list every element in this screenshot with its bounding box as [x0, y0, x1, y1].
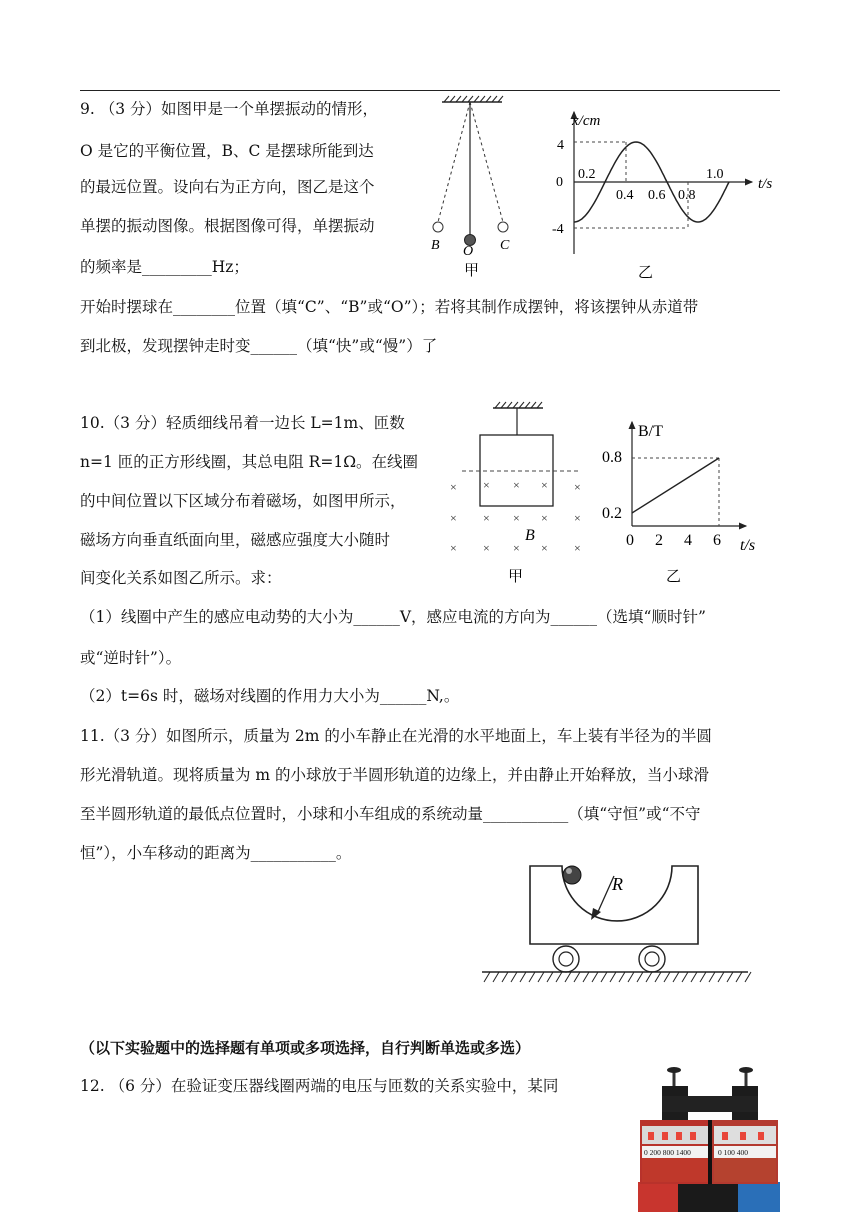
svg-text:×: ×: [574, 480, 581, 494]
q10-line-1: 10.（3 分）轻质细线吊着一边长 L=1m、匝数: [80, 414, 405, 432]
q10-line-2: n=1 匝的正方形线圈，其总电阻 R=1Ω。在线圈: [80, 453, 419, 471]
q9-line-6: 开始时摆球在________位置（填“C”、“B”或“O”）；若将其制作成摆钟，将该摆钟从赤道带: [80, 298, 699, 316]
q10-line-8: （2）t=6s 时，磁场对线圈的作用力大小为______N,。: [80, 687, 460, 705]
q12-line-1: 12. （6 分）在验证变压器线圈两端的电压与匝数的关系实验中，某同: [80, 1077, 559, 1095]
q9-line-1: 9. （3 分）如图甲是一个单摆振动的情形，: [80, 100, 379, 118]
pendulum-label-b: B: [431, 238, 440, 253]
svg-text:×: ×: [541, 541, 548, 555]
q11-line-3: 至半圆形轨道的最低点位置时，小球和小车组成的系统动量___________（填“守恒”或“不守: [80, 805, 701, 823]
svg-text:×: ×: [574, 511, 581, 525]
radius-label: R: [612, 874, 623, 894]
graph10-ytick-0.8: 0.8: [602, 449, 622, 466]
svg-text:×: ×: [541, 478, 548, 492]
graph9-ytick-4: 4: [557, 138, 564, 153]
graph9-xtick-0.8: 0.8: [678, 188, 696, 203]
graph10-xtick-2: 2: [655, 532, 663, 549]
svg-text:×: ×: [450, 541, 457, 555]
graph10-caption: 乙: [666, 569, 682, 585]
svg-text:×: ×: [513, 511, 520, 525]
bt-graph: [596, 414, 776, 586]
svg-text:×: ×: [450, 480, 457, 494]
graph10-ylabel: B/T: [638, 423, 663, 440]
q10-line-6: （1）线圈中产生的感应电动势的大小为______V，感应电流的方向为______（选填“顺时针”: [80, 608, 706, 626]
section-note: （以下实验题中的选择题有单项或多项选择，自行判断单选或多选）: [80, 1039, 531, 1057]
q9-line-5: 的频率是_________Hz；: [80, 258, 249, 276]
q11-line-4: 恒”），小车移动的距离为___________。: [80, 844, 352, 862]
graph9-xtick-0.6: 0.6: [648, 188, 666, 203]
graph9-xtick-0.2: 0.2: [578, 167, 596, 182]
graph9-xtick-0.4: 0.4: [616, 188, 634, 203]
graph9-origin: 0: [556, 175, 563, 190]
svg-text:×: ×: [541, 511, 548, 525]
q9-line-2: O 是它的平衡位置，B、C 是摆球所能到达: [80, 142, 374, 160]
graph9-xtick-1.0: 1.0: [706, 167, 724, 182]
graph9-ylabel: x/cm: [572, 113, 601, 129]
graph10-xtick-6: 6: [713, 532, 721, 549]
graph9-caption: 乙: [638, 265, 654, 281]
field-crosses: [450, 478, 581, 555]
q9-line-3: 的最远位置。设向右为正方向，图乙是这个: [80, 178, 375, 196]
svg-text:×: ×: [513, 541, 520, 555]
svg-text:×: ×: [483, 478, 490, 492]
q10-line-7: 或“逆时针”）。: [80, 649, 182, 667]
q10-line-4: 磁场方向垂直纸面向里，磁感应强度大小随时: [80, 531, 391, 549]
graph10-xlabel: t/s: [740, 537, 756, 554]
coil-caption: 甲: [508, 569, 524, 585]
graph10-xtick-0: 0: [626, 532, 634, 549]
vibration-graph: [540, 104, 790, 284]
right-coil-scale: 0 100 400: [718, 1148, 748, 1157]
svg-text:×: ×: [483, 541, 490, 555]
q10-line-5: 间变化关系如图乙所示。求：: [80, 569, 282, 587]
top-rule: [80, 90, 780, 91]
cart-figure: [470, 858, 760, 988]
pendulum-label-c: C: [500, 238, 510, 253]
svg-text:×: ×: [574, 541, 581, 555]
left-coil-scale: 0 200 800 1400: [644, 1148, 691, 1157]
field-label-b: B: [525, 527, 535, 544]
coil-figure: [440, 398, 600, 588]
q10-line-3: 的中间位置以下区域分布着磁场，如图甲所示，: [80, 492, 406, 510]
q11-line-2: 形光滑轨道。现将质量为 m 的小球放于半圆形轨道的边缘上，并由静止开始释放，当小球滑: [80, 766, 710, 784]
graph9-ytick-neg4: -4: [552, 222, 564, 237]
pendulum-caption: 甲: [464, 263, 480, 279]
graph10-xtick-4: 4: [684, 532, 692, 549]
pendulum-label-o: O: [463, 244, 474, 259]
pendulum-figure: [420, 92, 530, 282]
transformer-photo: [634, 1064, 784, 1214]
svg-text:×: ×: [483, 511, 490, 525]
graph9-xlabel: t/s: [758, 176, 773, 192]
q11-line-1: 11.（3 分）如图所示，质量为 2m 的小车静止在光滑的水平地面上，车上装有半径为的半圆: [80, 727, 712, 745]
q9-line-4: 单摆的振动图像。根据图像可得，单摆振动: [80, 217, 375, 235]
q9-line-7: 到北极，发现摆钟走时变______（填“快”或“慢”）了: [80, 337, 438, 355]
svg-text:×: ×: [513, 478, 520, 492]
svg-text:×: ×: [450, 511, 457, 525]
graph10-ytick-0.2: 0.2: [602, 505, 622, 522]
